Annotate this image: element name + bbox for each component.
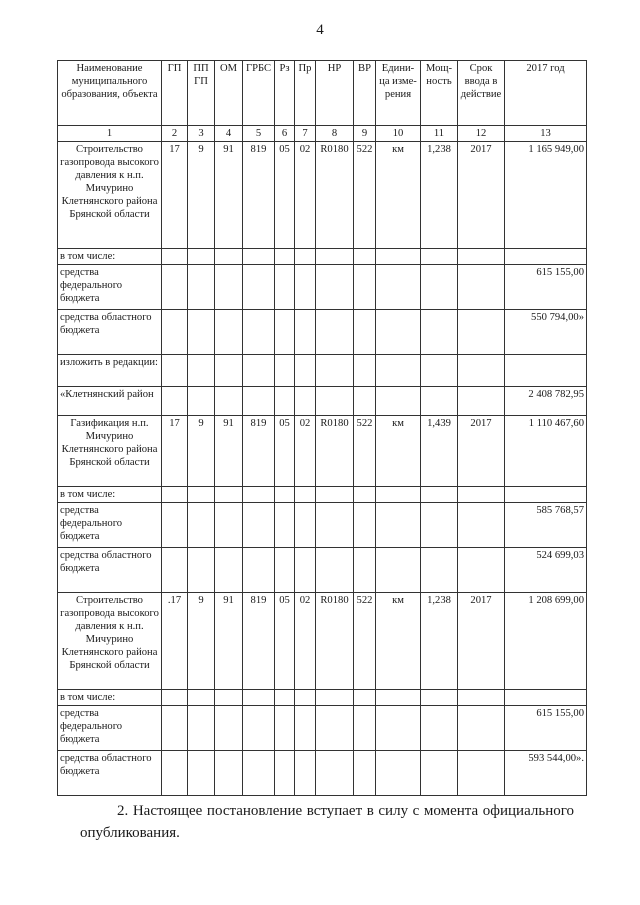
header-term: Срок ввода в действие [458, 61, 505, 126]
table-cell [295, 310, 316, 355]
table-cell [162, 548, 188, 593]
row-label-cell: Строительство газопровода высокого давления к н.п. Мичурино Клетнянского района Брянской области [58, 593, 162, 690]
row-label-cell: Газификация н.п. Мичурино Клетнянского района Брянской области [58, 416, 162, 487]
header-pr: Пр [295, 61, 316, 126]
row-label-cell: Строительство газопровода высокого давления к н.п. Мичурино Клетнянского района Брянской области [58, 142, 162, 249]
table-cell [376, 548, 421, 593]
table-cell [215, 706, 243, 751]
table-cell [354, 690, 376, 706]
table-cell [215, 355, 243, 387]
table-cell [458, 355, 505, 387]
table-cell: 819 [243, 142, 275, 249]
table-cell: 05 [275, 142, 295, 249]
col-number: 10 [376, 126, 421, 142]
table-cell: 522 [354, 416, 376, 487]
table-cell: 1,439 [421, 416, 458, 487]
amount-cell [505, 690, 587, 706]
table-cell [243, 387, 275, 416]
table-cell [275, 706, 295, 751]
table-cell [295, 355, 316, 387]
table-cell [316, 355, 354, 387]
table-cell [458, 265, 505, 310]
table-cell [295, 387, 316, 416]
row-label-cell: средства федерального бюджета [58, 265, 162, 310]
table-cell: R0180 [316, 142, 354, 249]
table-cell [275, 310, 295, 355]
col-number: 1 [58, 126, 162, 142]
table-cell [458, 503, 505, 548]
header-vr: ВР [354, 61, 376, 126]
table-cell: 819 [243, 593, 275, 690]
footer-paragraph [74, 800, 574, 844]
table-cell [275, 487, 295, 503]
table-cell [354, 503, 376, 548]
table-cell [188, 706, 215, 751]
row-label-cell: средства федерального бюджета [58, 503, 162, 548]
table-cell: 9 [188, 593, 215, 690]
table-cell [215, 503, 243, 548]
table-cell [275, 690, 295, 706]
table-row [58, 487, 587, 503]
amount-cell [505, 487, 587, 503]
table-cell [376, 487, 421, 503]
table-cell [316, 487, 354, 503]
row-label-cell: средства областного бюджета [58, 310, 162, 355]
table-cell [243, 310, 275, 355]
col-number: 5 [243, 126, 275, 142]
table-cell [215, 548, 243, 593]
table-cell [316, 548, 354, 593]
footer-line-1: 2. Настоящее постановление вступает в силу с момента официального [117, 803, 574, 819]
header-grbs: ГРБС [243, 61, 275, 126]
table-cell: 91 [215, 593, 243, 690]
table-cell [316, 387, 354, 416]
row-label-cell: в том числе: [58, 487, 162, 503]
table-cell: 02 [295, 142, 316, 249]
table-cell: 9 [188, 416, 215, 487]
page-number: 4 [316, 22, 324, 38]
table-cell [295, 265, 316, 310]
table-cell [421, 387, 458, 416]
amount-cell: 615 155,00 [505, 706, 587, 751]
table-cell: 1,238 [421, 593, 458, 690]
col-number: 9 [354, 126, 376, 142]
amount-cell: 1 165 949,00 [505, 142, 587, 249]
col-number: 4 [215, 126, 243, 142]
table-cell: 05 [275, 416, 295, 487]
table-cell [458, 487, 505, 503]
table-cell [243, 487, 275, 503]
col-number: 6 [275, 126, 295, 142]
table-cell [421, 690, 458, 706]
amount-cell: 593 544,00». [505, 751, 587, 796]
table-cell [162, 503, 188, 548]
table-row [58, 265, 587, 310]
table-cell [295, 249, 316, 265]
table-cell [421, 706, 458, 751]
table-cell [295, 751, 316, 796]
table-cell [215, 387, 243, 416]
table-cell [376, 751, 421, 796]
table-cell [354, 310, 376, 355]
table-cell [421, 249, 458, 265]
table-cell [458, 706, 505, 751]
table-row [58, 751, 587, 796]
table-cell [188, 503, 215, 548]
header-2017: 2017 год [505, 61, 587, 126]
table-cell [215, 249, 243, 265]
table-cell: 9 [188, 142, 215, 249]
table-cell [458, 751, 505, 796]
col-number: 3 [188, 126, 215, 142]
table-cell [354, 548, 376, 593]
table-cell [376, 503, 421, 548]
table-cell [162, 310, 188, 355]
table-cell [354, 387, 376, 416]
table-row [58, 310, 587, 355]
table-cell: R0180 [316, 416, 354, 487]
header-name: Наименование муниципального образования, объекта [58, 61, 162, 126]
table-cell [421, 310, 458, 355]
table-cell [243, 690, 275, 706]
table-cell [243, 265, 275, 310]
table-cell [275, 548, 295, 593]
table-cell [421, 503, 458, 548]
col-number: 12 [458, 126, 505, 142]
table-cell: 02 [295, 593, 316, 690]
table-cell: 819 [243, 416, 275, 487]
table-cell [215, 265, 243, 310]
row-label-cell: изложить в редакции: [58, 355, 162, 387]
table-cell [188, 487, 215, 503]
table-cell [316, 265, 354, 310]
table-cell: .17 [162, 593, 188, 690]
table-row [58, 706, 587, 751]
table-cell [243, 249, 275, 265]
table-cell [275, 503, 295, 548]
table-cell [354, 355, 376, 387]
table-row [58, 593, 587, 690]
table-cell: км [376, 416, 421, 487]
row-label-cell: средства федерального бюджета [58, 706, 162, 751]
budget-table [57, 60, 587, 796]
row-label-cell: «Клетнянский район [58, 387, 162, 416]
header-row [58, 61, 587, 126]
table-cell [421, 355, 458, 387]
amount-cell: 524 699,03 [505, 548, 587, 593]
table-cell [354, 265, 376, 310]
table-cell [275, 249, 295, 265]
table-cell [458, 249, 505, 265]
table-row [58, 690, 587, 706]
table-row [58, 355, 587, 387]
row-label-cell: средства областного бюджета [58, 548, 162, 593]
table-cell [295, 548, 316, 593]
header-rz: Рз [275, 61, 295, 126]
col-number: 2 [162, 126, 188, 142]
table-row [58, 142, 587, 249]
table-cell [215, 690, 243, 706]
header-unit: Едини-ца изме-рения [376, 61, 421, 126]
table-row [58, 503, 587, 548]
table-cell [316, 503, 354, 548]
table-cell: R0180 [316, 593, 354, 690]
col-number: 7 [295, 126, 316, 142]
table-cell [376, 310, 421, 355]
table-cell: 522 [354, 142, 376, 249]
table-cell [215, 487, 243, 503]
table-cell [215, 310, 243, 355]
table-cell [376, 249, 421, 265]
table-row [58, 548, 587, 593]
table-cell [243, 355, 275, 387]
table-cell [295, 690, 316, 706]
table-cell [458, 310, 505, 355]
table-cell [188, 387, 215, 416]
amount-cell [505, 249, 587, 265]
amount-cell [505, 355, 587, 387]
table-cell [162, 249, 188, 265]
table-cell [354, 487, 376, 503]
table-cell [188, 265, 215, 310]
amount-cell: 615 155,00 [505, 265, 587, 310]
table-cell [316, 249, 354, 265]
table-cell [162, 265, 188, 310]
table-cell [162, 487, 188, 503]
col-number: 11 [421, 126, 458, 142]
table-cell [295, 503, 316, 548]
amount-cell: 1 208 699,00 [505, 593, 587, 690]
table-cell [162, 751, 188, 796]
table-cell [295, 706, 316, 751]
table-cell [162, 387, 188, 416]
table-row [58, 249, 587, 265]
table-cell [316, 310, 354, 355]
amount-cell: 2 408 782,95 [505, 387, 587, 416]
table-cell [162, 355, 188, 387]
table-cell [188, 548, 215, 593]
table-cell [376, 265, 421, 310]
table-cell [188, 310, 215, 355]
table-cell [243, 503, 275, 548]
header-om: ОМ [215, 61, 243, 126]
table-row [58, 387, 587, 416]
table-cell: км [376, 142, 421, 249]
table-cell: 2017 [458, 142, 505, 249]
table-cell [421, 265, 458, 310]
table-cell: 522 [354, 593, 376, 690]
table-cell [243, 548, 275, 593]
col-number: 8 [316, 126, 354, 142]
table-cell [188, 751, 215, 796]
table-cell: км [376, 593, 421, 690]
table-cell [458, 387, 505, 416]
table-cell [376, 706, 421, 751]
table-cell [243, 751, 275, 796]
table-cell: 2017 [458, 416, 505, 487]
table-cell [376, 355, 421, 387]
footer-line-2: опубликования. [80, 825, 180, 841]
table-cell [275, 387, 295, 416]
table-cell [162, 690, 188, 706]
table-cell [421, 548, 458, 593]
header-nr: НР [316, 61, 354, 126]
table-cell: 1,238 [421, 142, 458, 249]
table-cell [376, 690, 421, 706]
header-gp: ГП [162, 61, 188, 126]
table-cell [376, 387, 421, 416]
table-cell [188, 690, 215, 706]
table-cell [421, 751, 458, 796]
table-cell [243, 706, 275, 751]
table-cell: 91 [215, 416, 243, 487]
table-cell [295, 487, 316, 503]
table-cell: 2017 [458, 593, 505, 690]
table-cell: 05 [275, 593, 295, 690]
header-capacity: Мощ-ность [421, 61, 458, 126]
table-cell: 17 [162, 416, 188, 487]
table-cell [458, 690, 505, 706]
amount-cell: 550 794,00» [505, 310, 587, 355]
row-label-cell: в том числе: [58, 690, 162, 706]
table-cell: 91 [215, 142, 243, 249]
table-row [58, 416, 587, 487]
table-cell [316, 751, 354, 796]
col-number: 13 [505, 126, 587, 142]
table-cell [421, 487, 458, 503]
table-cell [275, 751, 295, 796]
table-cell [215, 751, 243, 796]
table-cell [354, 751, 376, 796]
column-number-row [58, 126, 587, 142]
row-label-cell: в том числе: [58, 249, 162, 265]
table-cell [316, 706, 354, 751]
amount-cell: 585 768,57 [505, 503, 587, 548]
table-cell [275, 355, 295, 387]
amount-cell: 1 110 467,60 [505, 416, 587, 487]
header-ppgp: ПП ГП [188, 61, 215, 126]
table-cell: 02 [295, 416, 316, 487]
table-cell [316, 690, 354, 706]
table-cell [354, 249, 376, 265]
row-label-cell: средства областного бюджета [58, 751, 162, 796]
table-cell [354, 706, 376, 751]
table-cell [275, 265, 295, 310]
table-cell [188, 355, 215, 387]
table-cell [188, 249, 215, 265]
table-cell [458, 548, 505, 593]
table-cell: 17 [162, 142, 188, 249]
table-cell [162, 706, 188, 751]
